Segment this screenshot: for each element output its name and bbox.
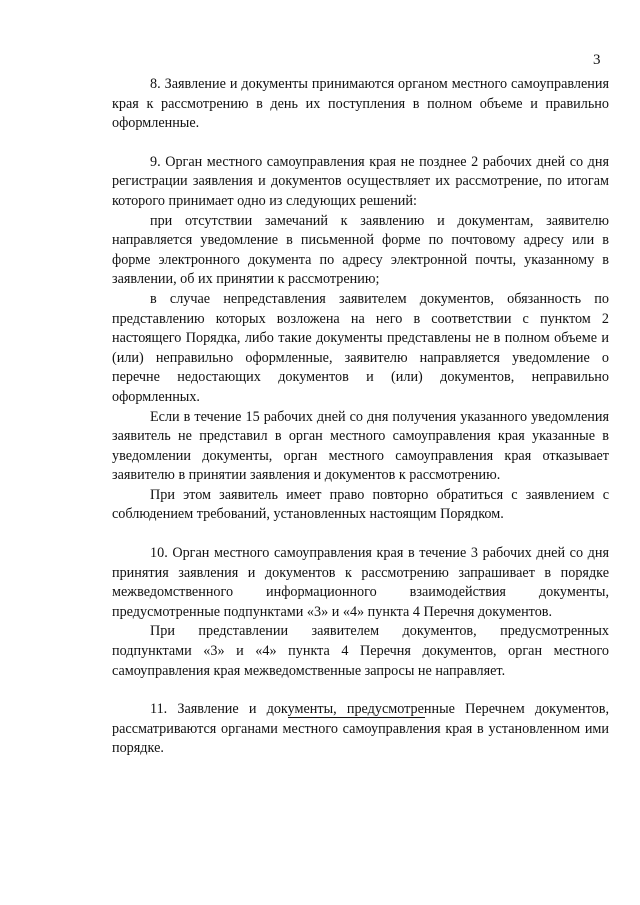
paragraph: При этом заявитель имеет право повторно обратиться с заявлением с соблюдением требований, установленных настоящим Порядком. — [112, 486, 609, 523]
section-8 — [112, 75, 609, 134]
section-9 — [112, 153, 609, 525]
paragraph: в случае непредставления заявителем документов, обязанность по представлению которых возложена на него в соответствии с пунктом 2 настоящего Порядка, либо такие документы представлены не в полном объеме и (или) неправильно оформленные, заявителю направляется уведомление о перечне недостающих документов и (или) документов, неправильно оформленных. — [112, 290, 609, 405]
paragraph: Если в течение 15 рабочих дней со дня получения указанного уведомления заявитель не представил в орган местного самоуправления края указанные в уведомлении документы, орган местного самоуправления края отказывает заявителю в принятии заявления и документов к рассмотрению. — [112, 408, 609, 484]
paragraph: 8. Заявление и документы принимаются органом местного самоуправления края к рассмотрению в день их поступления в полном объеме и правильно оформленные. — [112, 76, 609, 132]
document-body — [112, 75, 609, 759]
section-gap — [112, 681, 609, 700]
section-gap — [112, 525, 609, 544]
page-number: 3 — [593, 52, 601, 68]
paragraph: при отсутствии замечаний к заявлению и документам, заявителю направляется уведомление в письменной форме по почтовому адресу или в форме электронного документа по адресу электронной почты, указанному в заявлении, об их принятии к рассмотрению; — [112, 212, 609, 288]
end-of-document-rule — [288, 717, 425, 718]
section-gap — [112, 134, 609, 153]
paragraph: 9. Орган местного самоуправления края не позднее 2 рабочих дней со дня регистрации заявления и документов осуществляет их рассмотрение, по итогам которого принимает одно из следующих решений: — [112, 153, 609, 209]
section-11 — [112, 700, 609, 759]
section-10 — [112, 544, 609, 681]
paragraph: 10. Орган местного самоуправления края в течение 3 рабочих дней со дня принятия заявления и документов к рассмотрению запрашивает в порядке межведомственного информационного взаимодействия документы, предусмотренные подпунктами «3» и «4» пункта 4 Перечня документов. — [112, 545, 609, 620]
paragraph: 11. Заявление и документы, предусмотренные Перечнем документов, рассматриваются органами местного самоуправления края в установленном ими порядке. — [112, 701, 609, 757]
paragraph: При представлении заявителем документов, предусмотренных подпунктами «3» и «4» пункта 4 Перечня документов, орган местного самоуправления края межведомственные запросы не направляет. — [112, 623, 609, 679]
